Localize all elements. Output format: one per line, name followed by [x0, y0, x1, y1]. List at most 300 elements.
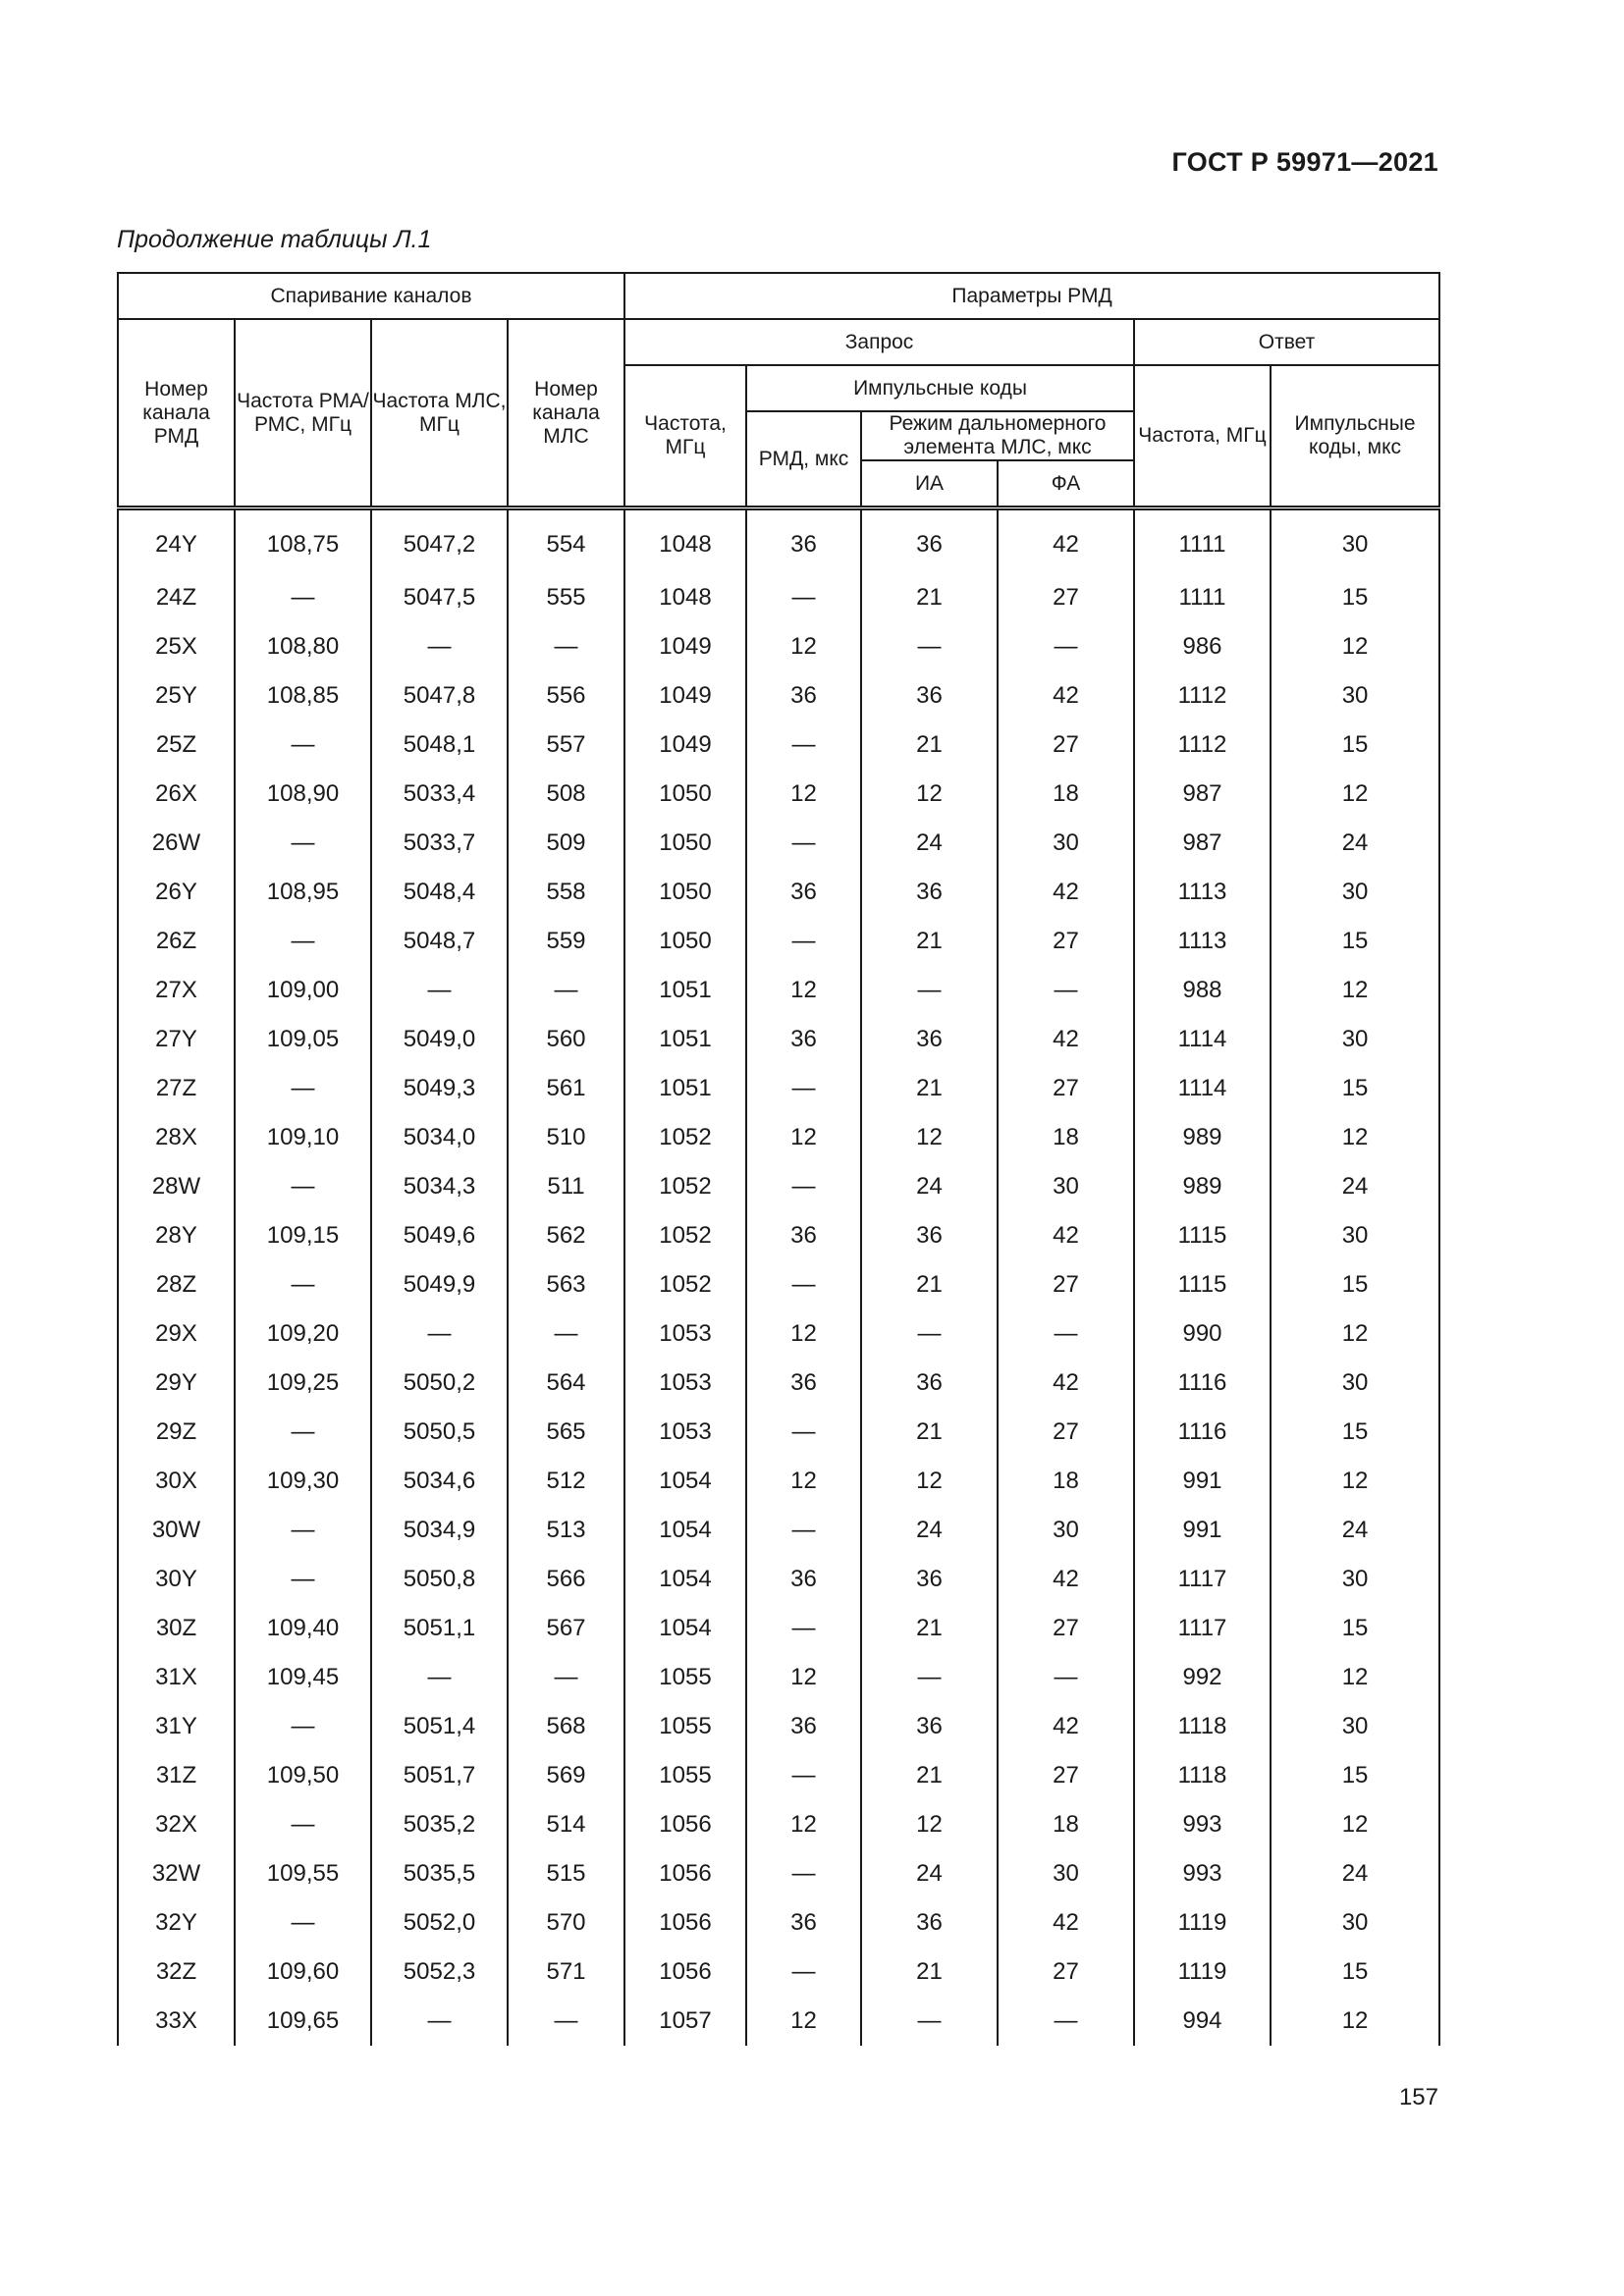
table-body [118, 508, 1439, 2047]
cell-fa-code: 27 [998, 721, 1134, 770]
header-channel-pairing: Спаривание каналов [118, 273, 624, 319]
table-row [118, 1015, 1439, 1064]
cell-request-frequency: 1056 [624, 1800, 746, 1849]
cell-request-frequency: 1053 [624, 1309, 746, 1359]
cell-fa-code: 27 [998, 1604, 1134, 1653]
cell-dme-channel: 28Y [118, 1211, 235, 1260]
cell-response-pulse-code: 24 [1271, 1506, 1439, 1555]
cell-ia-code: 21 [861, 1064, 998, 1113]
cell-request-frequency: 1054 [624, 1506, 746, 1555]
header-mls-frequency: Частота МЛС, МГц [371, 319, 508, 508]
cell-rma-frequency: — [235, 819, 371, 868]
cell-response-pulse-code: 12 [1271, 1800, 1439, 1849]
header-dme-parameters: Параметры РМД [624, 273, 1439, 319]
cell-rma-frequency: 108,75 [235, 508, 371, 574]
cell-mls-channel: 565 [508, 1408, 624, 1457]
cell-response-frequency: 987 [1134, 819, 1271, 868]
cell-dme-pulse-code: — [746, 1408, 861, 1457]
header-response-frequency: Частота, МГц [1134, 365, 1271, 508]
cell-mls-channel: 510 [508, 1113, 624, 1162]
cell-ia-code: 12 [861, 1457, 998, 1506]
header-mls-dme-mode: Режим дальномерного элемента МЛС, мкс [861, 411, 1134, 460]
cell-dme-channel: 31Z [118, 1751, 235, 1800]
cell-request-frequency: 1055 [624, 1653, 746, 1702]
cell-dme-channel: 27Z [118, 1064, 235, 1113]
table-row [118, 819, 1439, 868]
cell-request-frequency: 1051 [624, 1064, 746, 1113]
cell-rma-frequency: — [235, 1064, 371, 1113]
cell-mls-frequency: 5051,7 [371, 1751, 508, 1800]
cell-mls-channel: 514 [508, 1800, 624, 1849]
cell-rma-frequency: 109,25 [235, 1359, 371, 1408]
cell-request-frequency: 1052 [624, 1260, 746, 1309]
cell-rma-frequency: 109,20 [235, 1309, 371, 1359]
cell-mls-channel: 571 [508, 1948, 624, 1997]
cell-request-frequency: 1054 [624, 1604, 746, 1653]
cell-response-pulse-code: 12 [1271, 1997, 1439, 2046]
table-caption: Продолжение таблицы Л.1 [117, 226, 432, 253]
cell-mls-channel: — [508, 1653, 624, 1702]
cell-request-frequency: 1049 [624, 622, 746, 671]
cell-fa-code: 30 [998, 1162, 1134, 1211]
table-row [118, 1260, 1439, 1309]
header-rma-frequency: Частота РМА/ РМС, МГц [235, 319, 371, 508]
cell-response-pulse-code: 30 [1271, 1359, 1439, 1408]
cell-response-frequency: 993 [1134, 1800, 1271, 1849]
cell-response-pulse-code: 30 [1271, 1898, 1439, 1948]
cell-mls-frequency: 5049,9 [371, 1260, 508, 1309]
cell-mls-channel: — [508, 622, 624, 671]
cell-dme-channel: 31X [118, 1653, 235, 1702]
cell-mls-frequency: 5047,2 [371, 508, 508, 574]
cell-fa-code: 30 [998, 1849, 1134, 1898]
cell-ia-code: — [861, 966, 998, 1015]
cell-dme-pulse-code: 12 [746, 770, 861, 819]
cell-ia-code: 21 [861, 1604, 998, 1653]
cell-dme-pulse-code: 12 [746, 1653, 861, 1702]
cell-response-frequency: 1119 [1134, 1898, 1271, 1948]
cell-mls-channel: 512 [508, 1457, 624, 1506]
cell-fa-code: 42 [998, 508, 1134, 574]
cell-request-frequency: 1049 [624, 721, 746, 770]
cell-response-frequency: 992 [1134, 1653, 1271, 1702]
cell-ia-code: — [861, 1997, 998, 2046]
cell-response-pulse-code: 15 [1271, 917, 1439, 966]
cell-mls-channel: — [508, 1997, 624, 2046]
cell-response-pulse-code: 15 [1271, 1604, 1439, 1653]
cell-mls-channel: 570 [508, 1898, 624, 1948]
cell-response-pulse-code: 15 [1271, 1948, 1439, 1997]
cell-rma-frequency: 109,40 [235, 1604, 371, 1653]
cell-rma-frequency: 108,80 [235, 622, 371, 671]
cell-dme-channel: 25Y [118, 671, 235, 721]
cell-rma-frequency: 109,00 [235, 966, 371, 1015]
cell-rma-frequency: 109,50 [235, 1751, 371, 1800]
cell-mls-frequency: 5052,0 [371, 1898, 508, 1948]
cell-fa-code: 18 [998, 770, 1134, 819]
header-request: Запрос [624, 319, 1134, 365]
cell-mls-frequency: 5050,2 [371, 1359, 508, 1408]
cell-rma-frequency: — [235, 1800, 371, 1849]
cell-mls-frequency: 5048,4 [371, 868, 508, 917]
cell-request-frequency: 1048 [624, 573, 746, 622]
cell-response-frequency: 1117 [1134, 1604, 1271, 1653]
cell-request-frequency: 1052 [624, 1211, 746, 1260]
cell-rma-frequency: 109,30 [235, 1457, 371, 1506]
cell-dme-channel: 29Y [118, 1359, 235, 1408]
header-fa: ФА [998, 460, 1134, 508]
cell-dme-channel: 25X [118, 622, 235, 671]
table-row [118, 1359, 1439, 1408]
cell-ia-code: 24 [861, 1162, 998, 1211]
cell-mls-frequency: 5034,6 [371, 1457, 508, 1506]
cell-dme-channel: 32Z [118, 1948, 235, 1997]
header-dme-channel: Номер канала РМД [118, 319, 235, 508]
cell-ia-code: 36 [861, 508, 998, 574]
cell-dme-pulse-code: — [746, 1849, 861, 1898]
cell-mls-frequency: 5049,3 [371, 1064, 508, 1113]
cell-ia-code: 36 [861, 1211, 998, 1260]
cell-mls-channel: 566 [508, 1555, 624, 1604]
cell-rma-frequency: 109,55 [235, 1849, 371, 1898]
cell-fa-code: 18 [998, 1800, 1134, 1849]
cell-request-frequency: 1057 [624, 1997, 746, 2046]
cell-dme-pulse-code: 36 [746, 1898, 861, 1948]
cell-request-frequency: 1052 [624, 1162, 746, 1211]
cell-dme-pulse-code: 12 [746, 1457, 861, 1506]
cell-ia-code: 21 [861, 721, 998, 770]
cell-dme-channel: 28W [118, 1162, 235, 1211]
cell-dme-pulse-code: — [746, 1260, 861, 1309]
cell-mls-channel: 511 [508, 1162, 624, 1211]
table-row [118, 868, 1439, 917]
cell-dme-channel: 27Y [118, 1015, 235, 1064]
cell-dme-pulse-code: — [746, 1604, 861, 1653]
cell-mls-frequency: — [371, 1309, 508, 1359]
cell-dme-channel: 30W [118, 1506, 235, 1555]
cell-dme-pulse-code: — [746, 721, 861, 770]
cell-fa-code: 42 [998, 1898, 1134, 1948]
table-row [118, 1653, 1439, 1702]
cell-response-frequency: 1115 [1134, 1211, 1271, 1260]
cell-request-frequency: 1049 [624, 671, 746, 721]
cell-request-frequency: 1056 [624, 1849, 746, 1898]
cell-rma-frequency: — [235, 721, 371, 770]
cell-rma-frequency: 109,15 [235, 1211, 371, 1260]
cell-fa-code: 27 [998, 1064, 1134, 1113]
cell-ia-code: — [861, 622, 998, 671]
cell-ia-code: 36 [861, 1015, 998, 1064]
cell-response-frequency: 1119 [1134, 1948, 1271, 1997]
cell-response-frequency: 991 [1134, 1457, 1271, 1506]
cell-dme-pulse-code: 36 [746, 1015, 861, 1064]
cell-rma-frequency: — [235, 917, 371, 966]
cell-request-frequency: 1055 [624, 1751, 746, 1800]
cell-ia-code: 24 [861, 1506, 998, 1555]
cell-rma-frequency: 109,45 [235, 1653, 371, 1702]
table-row [118, 1211, 1439, 1260]
cell-fa-code: 30 [998, 1506, 1134, 1555]
cell-mls-frequency: 5034,3 [371, 1162, 508, 1211]
cell-mls-frequency: 5051,1 [371, 1604, 508, 1653]
cell-mls-frequency: 5047,8 [371, 671, 508, 721]
cell-mls-frequency: — [371, 1653, 508, 1702]
cell-ia-code: — [861, 1309, 998, 1359]
cell-response-frequency: 991 [1134, 1506, 1271, 1555]
cell-response-frequency: 993 [1134, 1849, 1271, 1898]
cell-dme-pulse-code: 12 [746, 1309, 861, 1359]
cell-dme-pulse-code: 12 [746, 1113, 861, 1162]
cell-response-frequency: 1116 [1134, 1359, 1271, 1408]
cell-mls-frequency: 5033,4 [371, 770, 508, 819]
cell-request-frequency: 1056 [624, 1898, 746, 1948]
cell-mls-frequency: 5048,1 [371, 721, 508, 770]
cell-ia-code: 21 [861, 1408, 998, 1457]
cell-ia-code: 24 [861, 1849, 998, 1898]
cell-ia-code: 21 [861, 1260, 998, 1309]
cell-dme-channel: 26X [118, 770, 235, 819]
cell-request-frequency: 1051 [624, 1015, 746, 1064]
cell-request-frequency: 1054 [624, 1457, 746, 1506]
table-row [118, 1408, 1439, 1457]
cell-ia-code: 21 [861, 573, 998, 622]
cell-response-pulse-code: 12 [1271, 622, 1439, 671]
cell-response-frequency: 1117 [1134, 1555, 1271, 1604]
cell-dme-pulse-code: 36 [746, 508, 861, 574]
cell-dme-pulse-code: — [746, 1751, 861, 1800]
table-row [118, 1555, 1439, 1604]
table-row [118, 573, 1439, 622]
cell-mls-channel: 558 [508, 868, 624, 917]
table-row [118, 966, 1439, 1015]
cell-dme-channel: 32Y [118, 1898, 235, 1948]
cell-mls-channel: 569 [508, 1751, 624, 1800]
cell-dme-pulse-code: 36 [746, 1702, 861, 1751]
cell-dme-pulse-code: 36 [746, 1211, 861, 1260]
cell-response-frequency: 1113 [1134, 868, 1271, 917]
cell-ia-code: 36 [861, 671, 998, 721]
cell-mls-channel: 562 [508, 1211, 624, 1260]
cell-dme-channel: 30X [118, 1457, 235, 1506]
cell-mls-channel: 567 [508, 1604, 624, 1653]
table-row [118, 1898, 1439, 1948]
cell-dme-channel: 28X [118, 1113, 235, 1162]
cell-response-pulse-code: 15 [1271, 721, 1439, 770]
header-response: Ответ [1134, 319, 1439, 365]
cell-response-frequency: 1118 [1134, 1751, 1271, 1800]
cell-ia-code: 24 [861, 819, 998, 868]
table-row [118, 622, 1439, 671]
cell-mls-frequency: 5035,5 [371, 1849, 508, 1898]
cell-dme-pulse-code: — [746, 1064, 861, 1113]
cell-fa-code: 42 [998, 671, 1134, 721]
cell-request-frequency: 1050 [624, 868, 746, 917]
cell-rma-frequency: 108,85 [235, 671, 371, 721]
cell-response-frequency: 1112 [1134, 721, 1271, 770]
cell-mls-channel: 513 [508, 1506, 624, 1555]
table-row [118, 1113, 1439, 1162]
cell-response-pulse-code: 15 [1271, 573, 1439, 622]
cell-fa-code: 42 [998, 1211, 1134, 1260]
cell-mls-channel: 568 [508, 1702, 624, 1751]
cell-response-pulse-code: 30 [1271, 508, 1439, 574]
cell-dme-pulse-code: — [746, 917, 861, 966]
cell-request-frequency: 1050 [624, 819, 746, 868]
table-row [118, 671, 1439, 721]
cell-mls-frequency: 5035,2 [371, 1800, 508, 1849]
cell-rma-frequency: 109,60 [235, 1948, 371, 1997]
cell-rma-frequency: 108,95 [235, 868, 371, 917]
header-mls-channel: Номер канала МЛС [508, 319, 624, 508]
table-row [118, 917, 1439, 966]
header-response-pulse-codes: Импульсные коды, мкс [1271, 365, 1439, 508]
cell-dme-pulse-code: 12 [746, 1800, 861, 1849]
cell-rma-frequency: — [235, 1702, 371, 1751]
cell-dme-channel: 26Z [118, 917, 235, 966]
table-row [118, 1948, 1439, 1997]
header-pulse-codes: Импульсные коды [746, 365, 1134, 411]
cell-mls-frequency: 5050,5 [371, 1408, 508, 1457]
cell-mls-frequency: 5049,6 [371, 1211, 508, 1260]
cell-fa-code: 30 [998, 819, 1134, 868]
cell-mls-channel: 509 [508, 819, 624, 868]
cell-response-pulse-code: 15 [1271, 1408, 1439, 1457]
cell-response-frequency: 1114 [1134, 1015, 1271, 1064]
cell-rma-frequency: — [235, 1408, 371, 1457]
cell-response-pulse-code: 15 [1271, 1260, 1439, 1309]
cell-response-frequency: 1118 [1134, 1702, 1271, 1751]
cell-mls-channel: 555 [508, 573, 624, 622]
cell-mls-channel: 556 [508, 671, 624, 721]
cell-dme-pulse-code: — [746, 1506, 861, 1555]
channel-table [117, 272, 1440, 2046]
cell-response-pulse-code: 24 [1271, 819, 1439, 868]
cell-dme-pulse-code: — [746, 819, 861, 868]
cell-fa-code: 27 [998, 917, 1134, 966]
cell-fa-code: 42 [998, 1702, 1134, 1751]
page-number: 157 [1398, 2084, 1438, 2110]
cell-rma-frequency: — [235, 1162, 371, 1211]
cell-mls-frequency: 5034,0 [371, 1113, 508, 1162]
cell-ia-code: 12 [861, 1113, 998, 1162]
cell-mls-frequency: 5033,7 [371, 819, 508, 868]
cell-request-frequency: 1053 [624, 1359, 746, 1408]
cell-response-frequency: 1114 [1134, 1064, 1271, 1113]
cell-ia-code: — [861, 1653, 998, 1702]
cell-dme-pulse-code: — [746, 1948, 861, 1997]
cell-response-pulse-code: 12 [1271, 1653, 1439, 1702]
cell-mls-channel: 557 [508, 721, 624, 770]
cell-mls-frequency: 5048,7 [371, 917, 508, 966]
cell-request-frequency: 1053 [624, 1408, 746, 1457]
cell-mls-channel: 561 [508, 1064, 624, 1113]
cell-response-pulse-code: 24 [1271, 1849, 1439, 1898]
table-row [118, 1702, 1439, 1751]
cell-mls-channel: 554 [508, 508, 624, 574]
cell-ia-code: 12 [861, 770, 998, 819]
cell-response-pulse-code: 30 [1271, 1015, 1439, 1064]
cell-dme-channel: 24Z [118, 573, 235, 622]
cell-dme-pulse-code: 36 [746, 1555, 861, 1604]
table-row [118, 508, 1439, 574]
cell-ia-code: 21 [861, 1751, 998, 1800]
cell-response-frequency: 990 [1134, 1309, 1271, 1359]
cell-response-pulse-code: 15 [1271, 1064, 1439, 1113]
table-row [118, 1800, 1439, 1849]
cell-mls-channel: 508 [508, 770, 624, 819]
cell-fa-code: — [998, 966, 1134, 1015]
cell-mls-channel: 515 [508, 1849, 624, 1898]
cell-request-frequency: 1051 [624, 966, 746, 1015]
cell-fa-code: 18 [998, 1457, 1134, 1506]
cell-dme-pulse-code: 36 [746, 868, 861, 917]
cell-ia-code: 21 [861, 917, 998, 966]
cell-fa-code: 27 [998, 1948, 1134, 1997]
cell-dme-channel: 26W [118, 819, 235, 868]
cell-dme-channel: 32W [118, 1849, 235, 1898]
cell-dme-channel: 33X [118, 1997, 235, 2046]
cell-mls-frequency: 5050,8 [371, 1555, 508, 1604]
cell-mls-frequency: — [371, 622, 508, 671]
cell-dme-channel: 29X [118, 1309, 235, 1359]
table-row [118, 1849, 1439, 1898]
cell-response-pulse-code: 12 [1271, 966, 1439, 1015]
cell-request-frequency: 1050 [624, 917, 746, 966]
header-dme-pulse: РМД, мкс [746, 411, 861, 508]
cell-dme-pulse-code: 12 [746, 1997, 861, 2046]
cell-response-pulse-code: 12 [1271, 1309, 1439, 1359]
cell-mls-frequency: 5049,0 [371, 1015, 508, 1064]
cell-rma-frequency: 108,90 [235, 770, 371, 819]
cell-mls-frequency: — [371, 966, 508, 1015]
cell-mls-frequency: 5052,3 [371, 1948, 508, 1997]
cell-rma-frequency: — [235, 1898, 371, 1948]
cell-mls-channel: — [508, 966, 624, 1015]
cell-fa-code: 42 [998, 1015, 1134, 1064]
cell-request-frequency: 1052 [624, 1113, 746, 1162]
cell-response-frequency: 1111 [1134, 508, 1271, 574]
table-row [118, 1506, 1439, 1555]
cell-request-frequency: 1048 [624, 508, 746, 574]
cell-response-frequency: 1113 [1134, 917, 1271, 966]
cell-rma-frequency: — [235, 1260, 371, 1309]
cell-response-frequency: 987 [1134, 770, 1271, 819]
cell-fa-code: 27 [998, 573, 1134, 622]
cell-rma-frequency: 109,65 [235, 1997, 371, 2046]
cell-response-frequency: 1111 [1134, 573, 1271, 622]
cell-response-pulse-code: 12 [1271, 770, 1439, 819]
cell-response-pulse-code: 12 [1271, 1113, 1439, 1162]
cell-mls-frequency: 5034,9 [371, 1506, 508, 1555]
cell-ia-code: 12 [861, 1800, 998, 1849]
table-row [118, 721, 1439, 770]
cell-dme-pulse-code: — [746, 1162, 861, 1211]
cell-request-frequency: 1050 [624, 770, 746, 819]
cell-ia-code: 36 [861, 1702, 998, 1751]
cell-mls-frequency: 5047,5 [371, 573, 508, 622]
cell-mls-channel: — [508, 1309, 624, 1359]
cell-mls-frequency: — [371, 1997, 508, 2046]
cell-fa-code: 42 [998, 1555, 1134, 1604]
cell-fa-code: — [998, 1309, 1134, 1359]
cell-rma-frequency: 109,10 [235, 1113, 371, 1162]
cell-dme-channel: 30Y [118, 1555, 235, 1604]
cell-ia-code: 36 [861, 1898, 998, 1948]
cell-ia-code: 36 [861, 1359, 998, 1408]
cell-dme-pulse-code: 36 [746, 671, 861, 721]
cell-rma-frequency: — [235, 573, 371, 622]
cell-response-frequency: 989 [1134, 1162, 1271, 1211]
